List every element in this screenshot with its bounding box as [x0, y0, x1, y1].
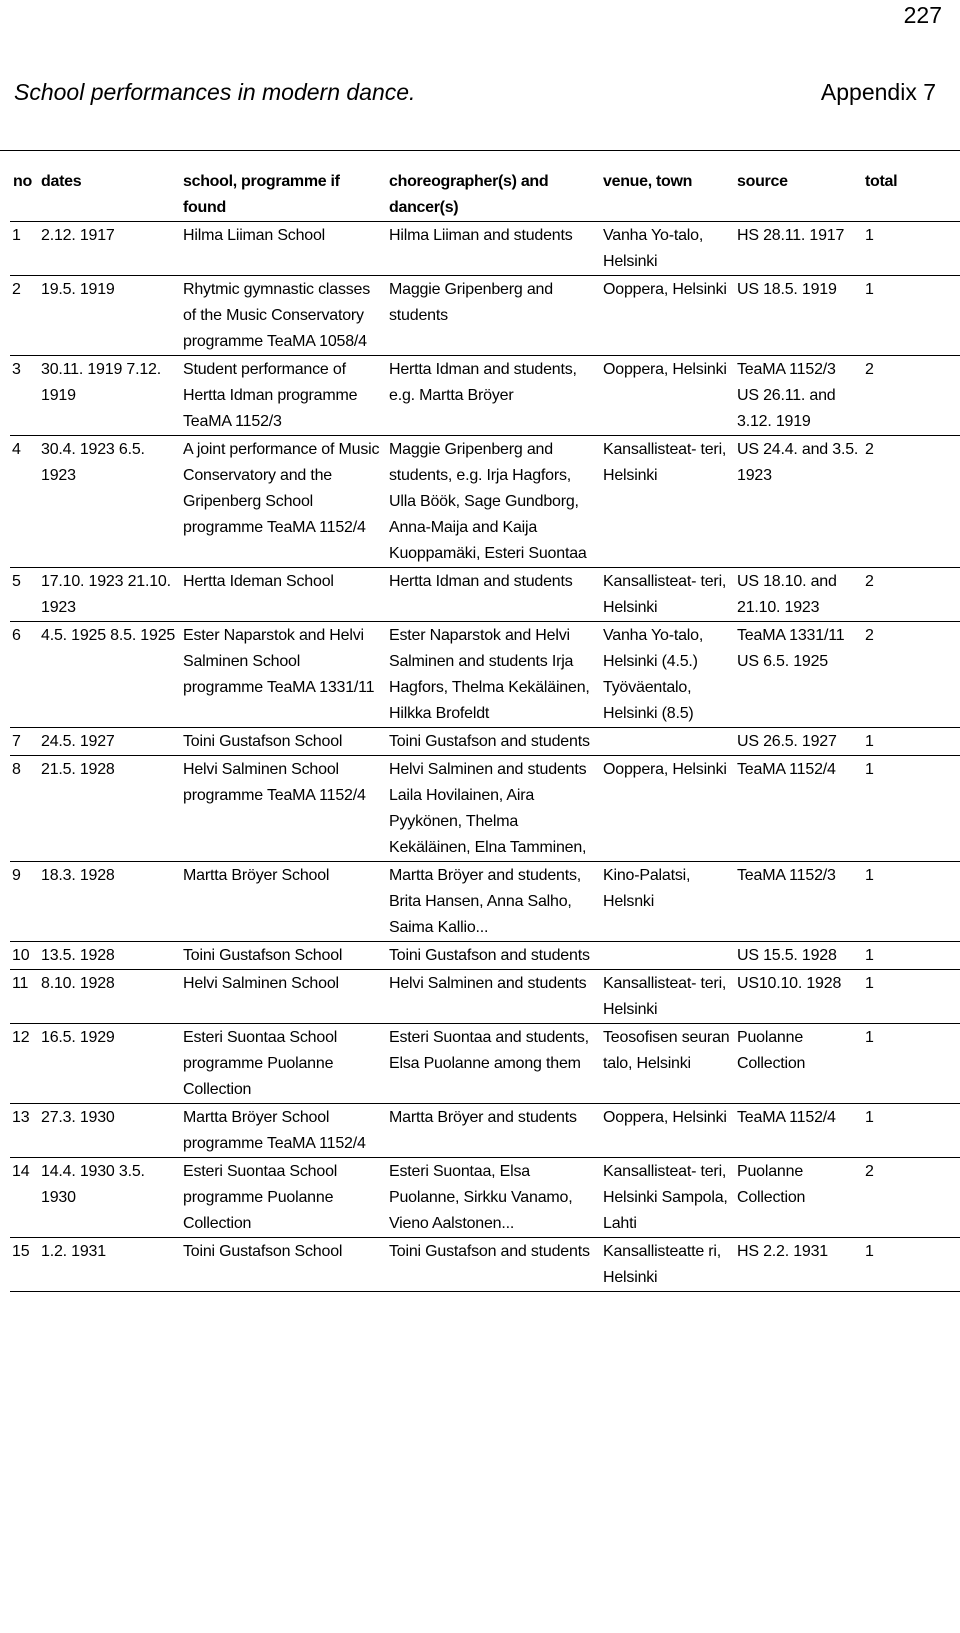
cell-source: US 26.5. 1927: [734, 728, 862, 756]
cell-source: US10.10. 1928: [734, 970, 862, 1024]
cell-school: Esteri Suontaa School programme Puolanne Collection: [180, 1024, 386, 1104]
cell-dates: 14.4. 1930 3.5. 1930: [38, 1158, 180, 1238]
cell-dates: 21.5. 1928: [38, 756, 180, 862]
table-row: [10, 942, 960, 970]
page-heading: [14, 79, 936, 106]
cell-choreographers: Martta Bröyer and students: [386, 1104, 600, 1158]
cell-dates: 27.3. 1930: [38, 1104, 180, 1158]
cell-choreographers: Toini Gustafson and students: [386, 728, 600, 756]
performances-table: [10, 168, 960, 1292]
cell-choreographers: Esteri Suontaa, Elsa Puolanne, Sirkku Vanamo, Vieno Aalstonen...: [386, 1158, 600, 1238]
cell-no: 11: [10, 970, 38, 1024]
cell-no: 7: [10, 728, 38, 756]
column-header-no: no: [10, 168, 38, 222]
cell-source: TeaMA 1152/4: [734, 756, 862, 862]
cell-school: Hertta Ideman School: [180, 568, 386, 622]
cell-dates: 30.4. 1923 6.5. 1923: [38, 436, 180, 568]
cell-dates: 17.10. 1923 21.10. 1923: [38, 568, 180, 622]
cell-choreographers: Toini Gustafson and students: [386, 1238, 600, 1292]
cell-total: 2: [862, 356, 960, 436]
cell-total: 2: [862, 1158, 960, 1238]
cell-choreographers: Maggie Gripenberg and students: [386, 276, 600, 356]
table-row: [10, 276, 960, 356]
column-header-school: school, programme if found: [180, 168, 386, 222]
cell-school: Helvi Salminen School: [180, 970, 386, 1024]
cell-no: 1: [10, 222, 38, 276]
table-row: [10, 728, 960, 756]
cell-total: 1: [862, 862, 960, 942]
cell-choreographers: Maggie Gripenberg and students, e.g. Irja Hagfors, Ulla Böök, Sage Gundborg, Anna-Maija and Kaija Kuoppamäki, Esteri Suontaa: [386, 436, 600, 568]
cell-choreographers: Ester Naparstok and Helvi Salminen and students Irja Hagfors, Thelma Kekäläinen, Hilkka Brofeldt: [386, 622, 600, 728]
table-row: [10, 622, 960, 728]
cell-total: 1: [862, 1104, 960, 1158]
cell-total: 1: [862, 942, 960, 970]
cell-choreographers: Hertta Idman and students: [386, 568, 600, 622]
cell-venue: [600, 728, 734, 756]
cell-total: 1: [862, 1238, 960, 1292]
cell-venue: Kino-Palatsi, Helsnki: [600, 862, 734, 942]
cell-total: 1: [862, 728, 960, 756]
cell-school: Rhytmic gymnastic classes of the Music Conservatory programme TeaMA 1058/4: [180, 276, 386, 356]
page-number: 227: [903, 2, 942, 28]
cell-school: Student performance of Hertta Idman programme TeaMA 1152/3: [180, 356, 386, 436]
cell-school: Esteri Suontaa School programme Puolanne Collection: [180, 1158, 386, 1238]
cell-total: 1: [862, 276, 960, 356]
cell-dates: 18.3. 1928: [38, 862, 180, 942]
cell-total: 1: [862, 970, 960, 1024]
cell-venue: Ooppera, Helsinki: [600, 756, 734, 862]
cell-venue: Kansallisteat- teri, Helsinki: [600, 436, 734, 568]
cell-total: 2: [862, 568, 960, 622]
table-row: [10, 756, 960, 862]
table-row: [10, 1104, 960, 1158]
cell-no: 15: [10, 1238, 38, 1292]
cell-source: Puolanne Collection: [734, 1024, 862, 1104]
cell-source: US 24.4. and 3.5. 1923: [734, 436, 862, 568]
cell-venue: Ooppera, Helsinki: [600, 1104, 734, 1158]
cell-venue: Kansallisteatte ri, Helsinki: [600, 1238, 734, 1292]
cell-source: US 18.10. and 21.10. 1923: [734, 568, 862, 622]
cell-school: Toini Gustafson School: [180, 728, 386, 756]
cell-choreographers: Hilma Liiman and students: [386, 222, 600, 276]
cell-venue: Ooppera, Helsinki: [600, 356, 734, 436]
cell-no: 9: [10, 862, 38, 942]
cell-source: US 15.5. 1928: [734, 942, 862, 970]
table-row: [10, 1238, 960, 1292]
cell-venue: Vanha Yo-talo, Helsinki: [600, 222, 734, 276]
cell-school: A joint performance of Music Conservatory and the Gripenberg School programme TeaMA 1152/4: [180, 436, 386, 568]
cell-venue: Kansallisteat- teri, Helsinki: [600, 970, 734, 1024]
cell-dates: 1.2. 1931: [38, 1238, 180, 1292]
cell-total: 2: [862, 622, 960, 728]
cell-dates: 24.5. 1927: [38, 728, 180, 756]
cell-school: Martta Bröyer School programme TeaMA 1152/4: [180, 1104, 386, 1158]
cell-source: TeaMA 1331/11 US 6.5. 1925: [734, 622, 862, 728]
appendix-label: Appendix 7: [820, 79, 936, 105]
cell-venue: Teosofisen seuran talo, Helsinki: [600, 1024, 734, 1104]
cell-no: 4: [10, 436, 38, 568]
cell-choreographers: Helvi Salminen and students: [386, 970, 600, 1024]
column-header-dates: dates: [38, 168, 180, 222]
cell-source: US 18.5. 1919: [734, 276, 862, 356]
cell-no: 10: [10, 942, 38, 970]
column-header-venue: venue, town: [600, 168, 734, 222]
cell-dates: 19.5. 1919: [38, 276, 180, 356]
table-body: [10, 222, 960, 1292]
cell-choreographers: Hertta Idman and students, e.g. Martta Bröyer: [386, 356, 600, 436]
cell-school: Ester Naparstok and Helvi Salminen School programme TeaMA 1331/11: [180, 622, 386, 728]
cell-dates: 30.11. 1919 7.12. 1919: [38, 356, 180, 436]
cell-choreographers: Martta Bröyer and students, Brita Hansen, Anna Salho, Saima Kallio...: [386, 862, 600, 942]
cell-no: 8: [10, 756, 38, 862]
cell-no: 6: [10, 622, 38, 728]
cell-dates: 13.5. 1928: [38, 942, 180, 970]
column-header-choreographers: choreographer(s) and dancer(s): [386, 168, 600, 222]
cell-source: HS 2.2. 1931: [734, 1238, 862, 1292]
cell-dates: 4.5. 1925 8.5. 1925: [38, 622, 180, 728]
cell-dates: 8.10. 1928: [38, 970, 180, 1024]
cell-venue: Kansallisteat- teri, Helsinki Sampola, Lahti: [600, 1158, 734, 1238]
cell-source: Puolanne Collection: [734, 1158, 862, 1238]
cell-total: 1: [862, 222, 960, 276]
table-row: [10, 356, 960, 436]
table-row: [10, 862, 960, 942]
column-header-source: source: [734, 168, 862, 222]
table-row: [10, 1024, 960, 1104]
table-row: [10, 970, 960, 1024]
cell-venue: Vanha Yo-talo, Helsinki (4.5.) Työväentalo, Helsinki (8.5): [600, 622, 734, 728]
cell-venue: Ooppera, Helsinki: [600, 276, 734, 356]
page-title: School performances in modern dance.: [14, 79, 416, 105]
cell-dates: 2.12. 1917: [38, 222, 180, 276]
cell-choreographers: Helvi Salminen and students Laila Hovilainen, Aira Pyykönen, Thelma Kekäläinen, Elna Tamminen,: [386, 756, 600, 862]
cell-no: 14: [10, 1158, 38, 1238]
table-row: [10, 222, 960, 276]
cell-school: Helvi Salminen School programme TeaMA 1152/4: [180, 756, 386, 862]
cell-venue: [600, 942, 734, 970]
cell-school: Toini Gustafson School: [180, 1238, 386, 1292]
cell-school: Hilma Liiman School: [180, 222, 386, 276]
table-row: [10, 1158, 960, 1238]
cell-source: TeaMA 1152/3: [734, 862, 862, 942]
cell-total: 1: [862, 756, 960, 862]
top-rule: [0, 150, 960, 151]
cell-choreographers: Esteri Suontaa and students, Elsa Puolanne among them: [386, 1024, 600, 1104]
cell-source: TeaMA 1152/4: [734, 1104, 862, 1158]
cell-choreographers: Toini Gustafson and students: [386, 942, 600, 970]
cell-no: 5: [10, 568, 38, 622]
cell-total: 1: [862, 1024, 960, 1104]
cell-school: Toini Gustafson School: [180, 942, 386, 970]
cell-no: 13: [10, 1104, 38, 1158]
cell-school: Martta Bröyer School: [180, 862, 386, 942]
column-header-total: total: [862, 168, 960, 222]
cell-venue: Kansallisteat- teri, Helsinki: [600, 568, 734, 622]
cell-no: 2: [10, 276, 38, 356]
cell-source: HS 28.11. 1917: [734, 222, 862, 276]
cell-source: TeaMA 1152/3 US 26.11. and 3.12. 1919: [734, 356, 862, 436]
table-row: [10, 436, 960, 568]
cell-dates: 16.5. 1929: [38, 1024, 180, 1104]
table-row: [10, 568, 960, 622]
cell-no: 3: [10, 356, 38, 436]
cell-no: 12: [10, 1024, 38, 1104]
cell-total: 2: [862, 436, 960, 568]
table-header-row: [10, 168, 960, 222]
